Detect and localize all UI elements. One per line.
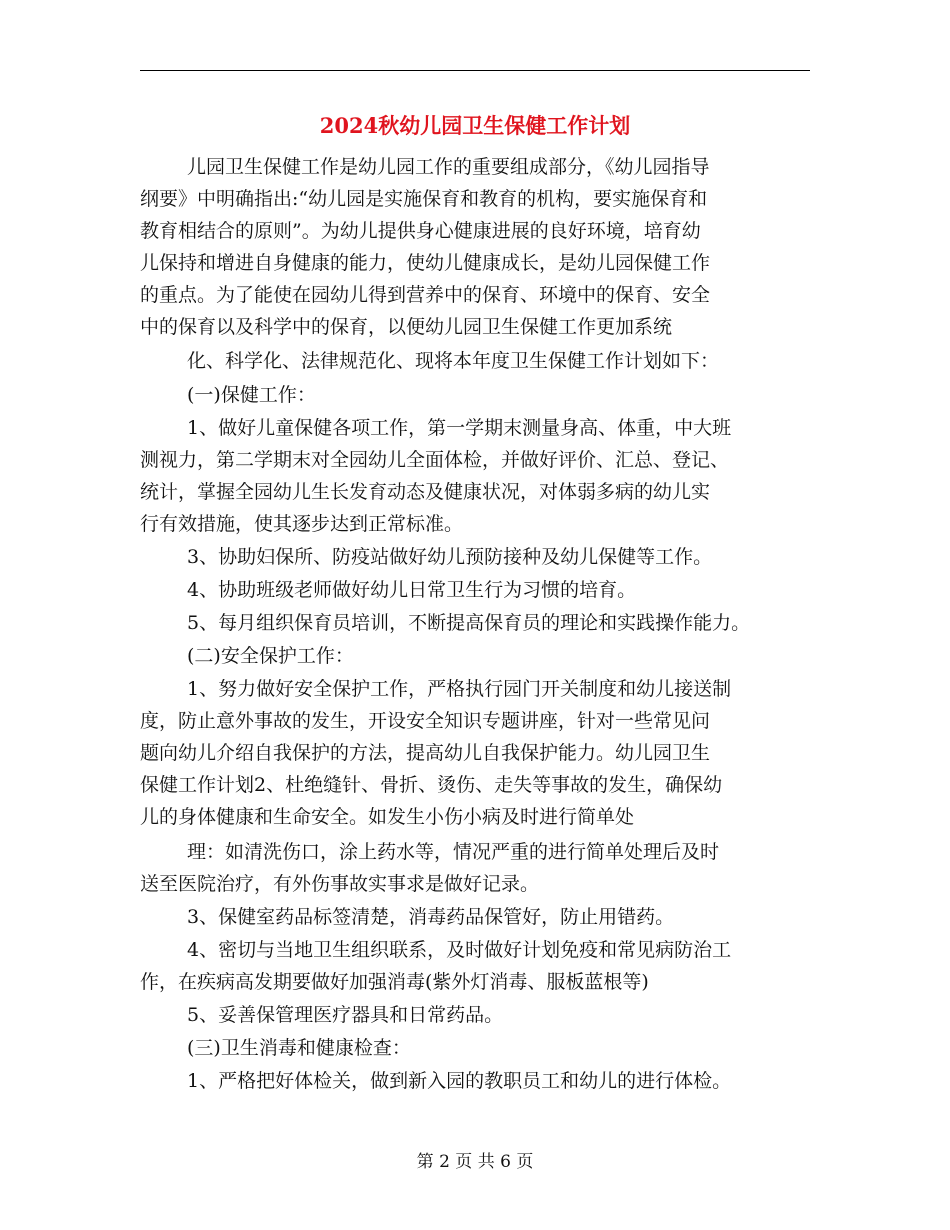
document-title: 2024秋幼儿园卫生保健工作计划	[319, 113, 631, 138]
text-line: 3、保健室药品标签清楚，消毒药品保管好，防止用错药。	[187, 906, 675, 928]
text-line: 中的保育以及科学中的保育，以便幼儿园卫生保健工作更加系统	[140, 316, 673, 338]
text-line: 4、协助班级老师做好幼儿日常卫生行为习惯的培育。	[187, 579, 637, 601]
text-line: 1、严格把好体检关，做到新入园的教职员工和幼儿的进行体检。	[187, 1070, 732, 1092]
text-line: 的重点。为了能使在园幼儿得到营养中的保育、环境中的保育、安全	[140, 284, 711, 306]
text-line: 题向幼儿介绍自我保护的方法，提高幼儿自我保护能力。幼儿园卫生	[140, 742, 711, 764]
text-line: 作，在疾病高发期要做好加强消毒(紫外灯消毒、服板蓝根等)	[140, 971, 649, 993]
text-line: 度，防止意外事故的发生，开设安全知识专题讲座，针对一些常见问	[140, 710, 711, 732]
text-line: 儿园卫生保健工作是幼儿园工作的重要组成部分，《幼儿园指导	[187, 156, 710, 178]
text-line: 儿保持和增进自身健康的能力，使幼儿健康成长，是幼儿园保健工作	[140, 252, 711, 274]
text-line: 1、努力做好安全保护工作，严格执行园门开关制度和幼儿接送制	[187, 678, 732, 700]
text-line: 教育相结合的原则”。为幼儿提供身心健康进展的良好环境，培育幼	[140, 220, 701, 242]
text-line: 1、做好儿童保健各项工作，第一学期末测量身高、体重，中大班	[187, 417, 732, 439]
section-heading: (二)安全保护工作：	[187, 645, 354, 667]
section-heading: (三)卫生消毒和健康检查：	[187, 1037, 411, 1059]
text-line: 理：如清洗伤口，涂上药水等，情况严重的进行简单处理后及时	[187, 841, 720, 863]
text-line: 统计，掌握全园幼儿生长发育动态及健康状况，对体弱多病的幼儿实	[140, 481, 711, 503]
text-line: 5、妥善保管理医疗器具和日常药品。	[187, 1004, 504, 1026]
text-line: 纲要》中明确指出:“幼儿园是实施保育和教育的机构，要实施保育和	[140, 188, 708, 210]
text-line: 儿的身体健康和生命安全。如发生小伤小病及时进行简单处	[140, 806, 635, 828]
header-rule	[140, 70, 810, 71]
text-line: 送至医院治疗，有外伤事故实事求是做好记录。	[140, 873, 540, 895]
text-line: 5、每月组织保育员培训，不断提高保育员的理论和实践操作能力。	[187, 612, 751, 634]
text-line: 3、协助妇保所、防疫站做好幼儿预防接种及幼儿保健等工作。	[187, 546, 713, 568]
section-heading: (一)保健工作：	[187, 384, 316, 406]
text-line: 行有效措施，使其逐步达到正常标准。	[140, 513, 464, 535]
text-line: 测视力，第二学期末对全园幼儿全面体检，并做好评价、汇总、登记、	[140, 449, 730, 471]
text-line: 4、密切与当地卫生组织联系，及时做好计划免疫和常见病防治工	[187, 939, 732, 961]
text-line: 保健工作计划2、杜绝缝针、骨折、烫伤、走失等事故的发生，确保幼	[140, 774, 723, 796]
page-number: 第 2 页 共 6 页	[416, 1152, 534, 1172]
text-line: 化、科学化、法律规范化、现将本年度卫生保健工作计划如下：	[187, 350, 720, 372]
